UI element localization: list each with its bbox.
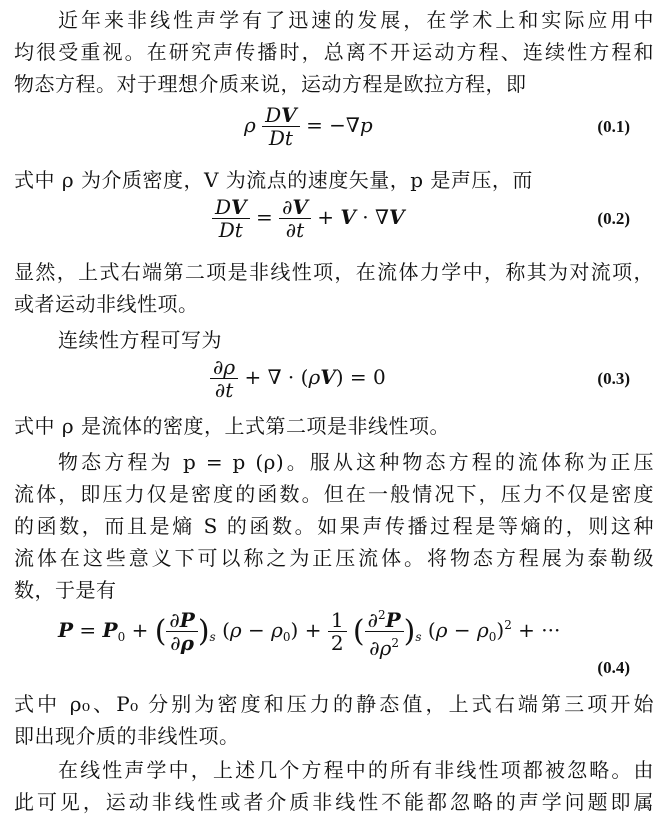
text-line: 的函数，而且是熵 S 的函数。如果声传播过程是等熵的，则这种: [14, 514, 654, 538]
equation-continuity: $\frac{\partial\rho}{\partial t}$ + ∇ · (ρV) = 0: [210, 356, 386, 401]
text-line: 即出现介质的非线性项。: [14, 724, 240, 748]
text-line: 流体，即压力仅是密度的函数。但在一般情况下，压力不仅是密度: [14, 482, 654, 506]
equation-number: (0.1): [597, 117, 630, 136]
text-line: 近年来非线性声学有了迅速的发展，在学术上和实际应用中: [58, 8, 654, 32]
equation-number: (0.2): [597, 209, 630, 228]
equation-taylor-expansion: $P = P_0$ + ( $\frac{\partial P}{\partial\rho}$ )$_s$ $(\rho - \rho_0)$ + $\frac{1}{2}$ ( $\frac{\partial^2P}{\partial\rho^2}$ )$_s$ $(\rho - \rho_0)^2$ + ···: [58, 604, 560, 659]
text-line: 此可见，运动非线性或者介质非线性不能都忽略的声学问题即属: [14, 790, 654, 814]
text-line: 物态方程。对于理想介质来说，运动方程是欧拉方程，即: [14, 72, 527, 96]
text-line: 或者运动非线性项。: [14, 292, 199, 316]
equation-material-derivative: $\frac{DV}{Dt}$ = $\frac{\partial V}{\partial t}$ + V · ∇V: [212, 196, 405, 241]
equation-euler: ρ $\frac{DV}{Dt}$ = −∇p: [244, 103, 373, 150]
text-line: 物态方程为 p = p (ρ)。服从这种物态方程的流体称为正压: [58, 450, 654, 474]
text-line: 式中 ρ 是流体的密度，上式第二项是非线性项。: [14, 414, 450, 438]
text-line: 均很受重视。在研究声传播时，总离不开运动方程、连续性方程和: [14, 40, 654, 64]
text-line: 式中 ρ₀、P₀ 分别为密度和压力的静态值，上式右端第三项开始: [14, 692, 654, 716]
text-line: 连续性方程可写为: [58, 328, 222, 352]
text-line: 式中 ρ 为介质密度，V 为流点的速度矢量，p 是声压，而: [14, 168, 533, 192]
text-line: 数，于是有: [14, 578, 117, 602]
text-line: 在线性声学中，上述几个方程中的所有非线性项都被忽略。由: [58, 758, 654, 782]
equation-number: (0.3): [597, 369, 630, 388]
text-line: 流体在这些意义下可以称之为正压流体。将物态方程展为泰勒级: [14, 546, 654, 570]
text-line: 显然，上式右端第二项是非线性项，在流体力学中，称其为对流项，: [14, 260, 654, 284]
equation-number: (0.4): [597, 658, 630, 677]
